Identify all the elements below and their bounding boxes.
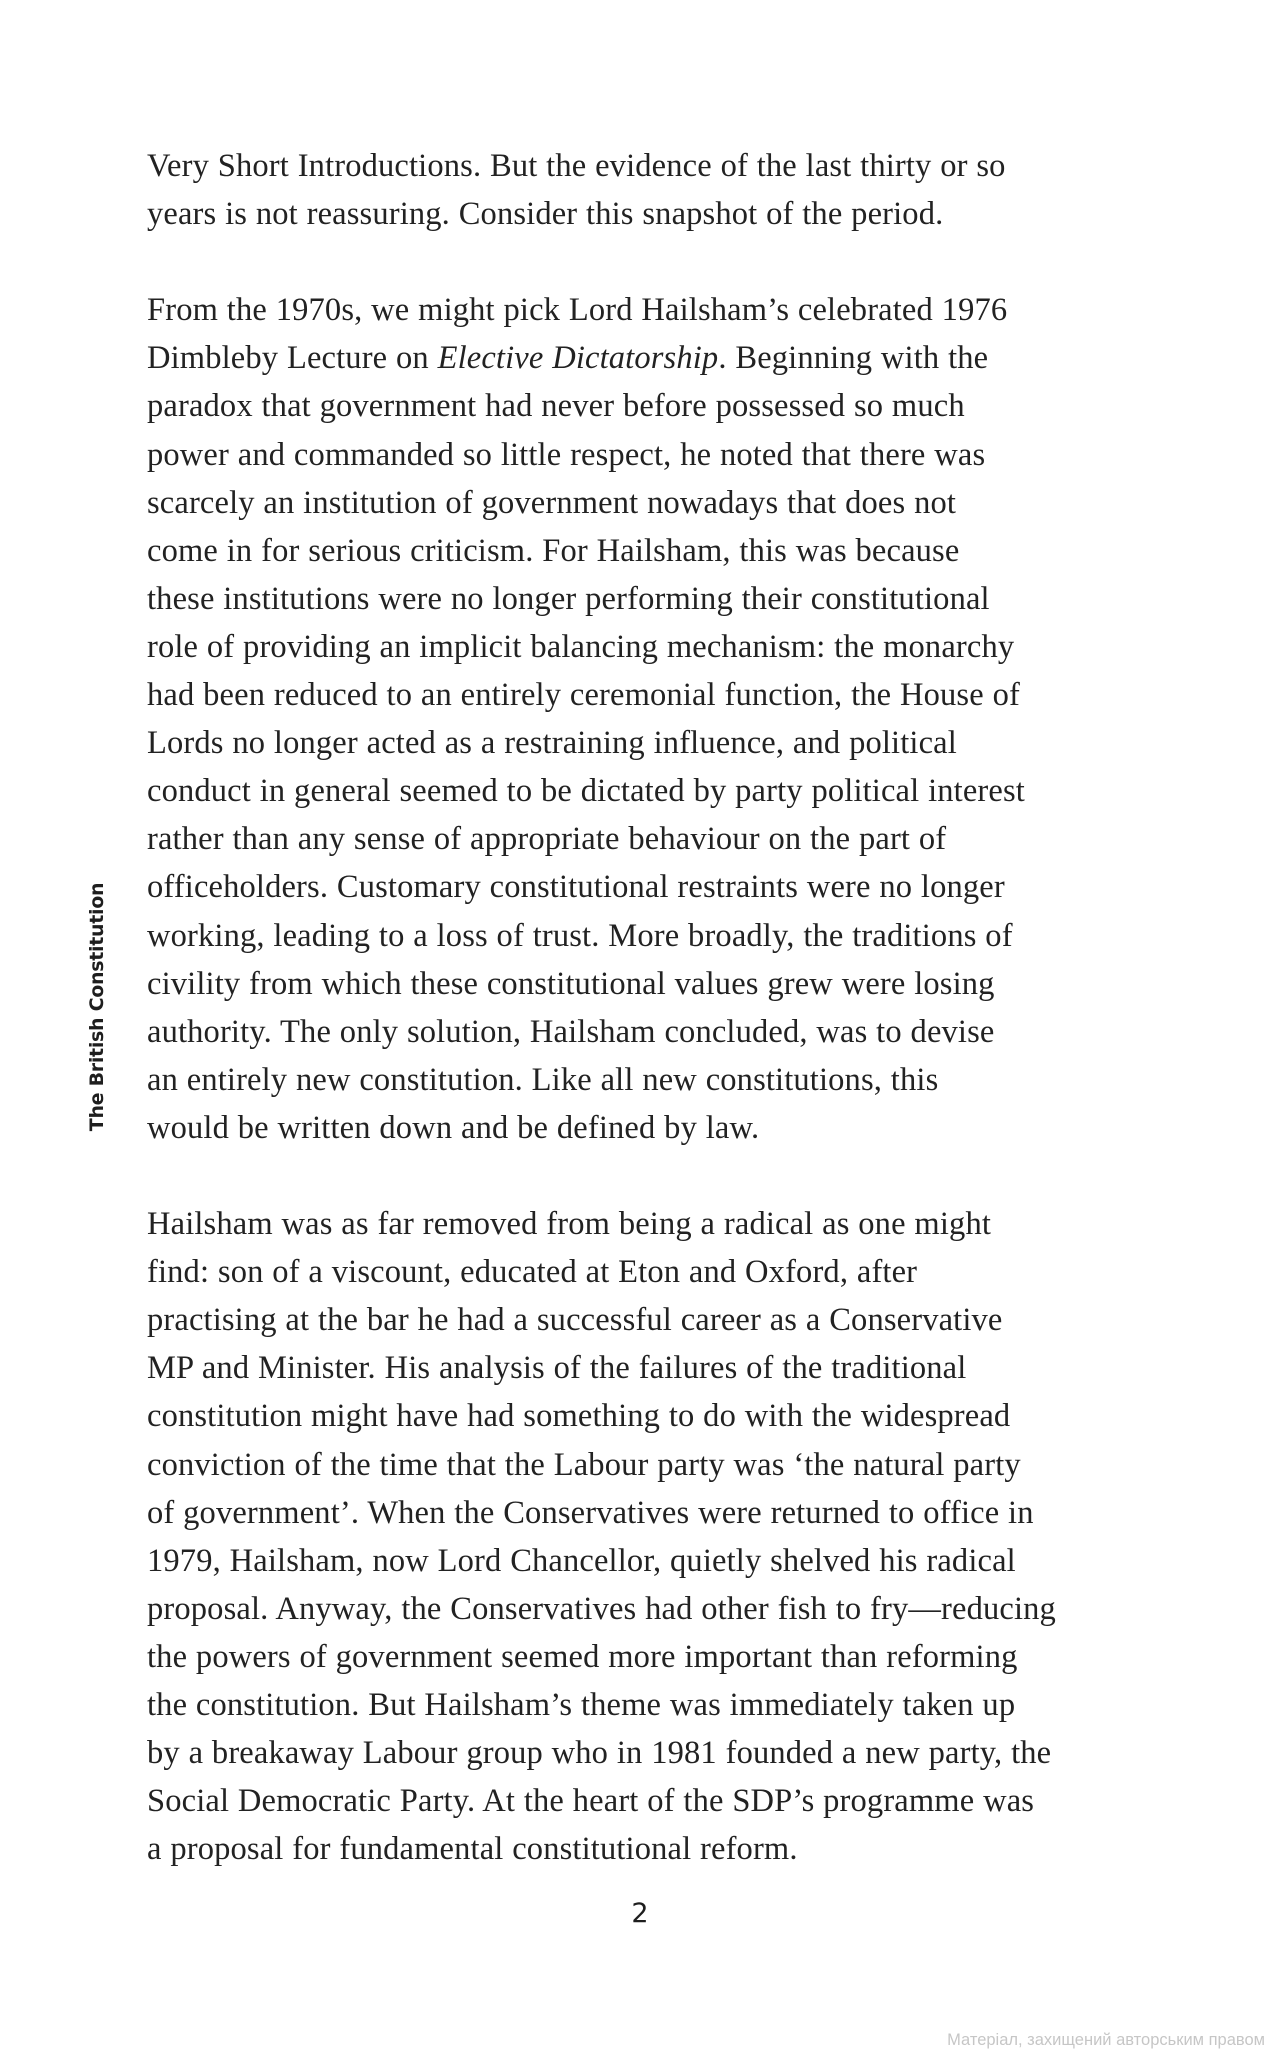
text-line: MP and Minister. His analysis of the failures of the traditional <box>147 1350 967 1387</box>
text-line: Hailsham was as far removed from being a radical as one might <box>147 1206 992 1243</box>
text-line: had been reduced to an entirely ceremonial function, the House of <box>147 677 1020 714</box>
text-line: proposal. Anyway, the Conservatives had other fish to fry—reducing <box>147 1590 1056 1627</box>
text-line: authority. The only solution, Hailsham concluded, was to devise <box>147 1013 995 1050</box>
text-line-with-italic-title <box>147 334 1147 382</box>
page-number: 2 <box>631 1898 649 1929</box>
paragraph-3 <box>147 1200 1147 1873</box>
text-line: the constitution. But Hailsham’s theme was immediately taken up <box>147 1687 1016 1723</box>
text-line: these institutions were no longer performing their constitutional <box>147 580 990 617</box>
text-line: practising at the bar he had a successful career as a Conservative <box>147 1302 1003 1339</box>
text-line: would be written down and be defined by law. <box>147 1109 760 1146</box>
text-line: a proposal for fundamental constitutional reform. <box>147 1831 798 1868</box>
lecture-title-italic: Elective Dictatorship <box>437 340 719 377</box>
text-segment: Dimbleby Lecture on <box>147 340 438 377</box>
text-line: come in for serious criticism. For Hailsham, this was because <box>147 532 960 569</box>
text-line: years is not reassuring. Consider this snapshot of the period. <box>147 196 944 233</box>
copyright-watermark: Матеріал, захищений авторським правом <box>947 2031 1265 2049</box>
text-line: of government’. When the Conservatives were returned to office in <box>147 1494 1034 1531</box>
text-line: constitution might have had something to do with the widespread <box>147 1398 1011 1435</box>
text-line: scarcely an institution of government nowadays that does not <box>147 484 957 521</box>
text-line: power and commanded so little respect, he noted that there was <box>147 436 986 473</box>
text-line: conduct in general seemed to be dictated by party political interest <box>147 773 1025 810</box>
text-line: From the 1970s, we might pick Lord Hailsham’s celebrated 1976 <box>147 292 1008 329</box>
text-line: civility from which these constitutional values grew were losing <box>147 965 995 1002</box>
body-text <box>147 142 1147 1921</box>
running-head: The British Constitution <box>86 882 108 1132</box>
text-line: Very Short Introductions. But the evidence of the last thirty or so <box>147 148 1006 184</box>
text-line: officeholders. Customary constitutional restraints were no longer <box>147 869 1005 906</box>
text-line: Social Democratic Party. At the heart of the SDP’s programme was <box>147 1783 1035 1820</box>
text-line: working, leading to a loss of trust. More broadly, the traditions of <box>147 917 1013 954</box>
text-line: role of providing an implicit balancing mechanism: the monarchy <box>147 628 1015 665</box>
text-line: conviction of the time that the Labour party was ‘the natural party <box>147 1446 1021 1483</box>
text-line: rather than any sense of appropriate behaviour on the part of <box>147 821 947 858</box>
text-line: Lords no longer acted as a restraining influence, and political <box>147 725 957 762</box>
text-line: 1979, Hailsham, now Lord Chancellor, quietly shelved his radical <box>147 1542 1016 1579</box>
text-line: by a breakaway Labour group who in 1981 founded a new party, the <box>147 1735 1052 1772</box>
text-line: an entirely new constitution. Like all new constitutions, this <box>147 1061 939 1098</box>
text-segment: . Beginning with the <box>718 340 989 377</box>
paragraph-1 <box>147 142 1147 238</box>
paragraph-2 <box>147 286 1147 1152</box>
text-line: the powers of government seemed more important than reforming <box>147 1638 1018 1675</box>
text-line: find: son of a viscount, educated at Eton and Oxford, after <box>147 1254 918 1291</box>
text-line: paradox that government had never before possessed so much <box>147 388 965 425</box>
